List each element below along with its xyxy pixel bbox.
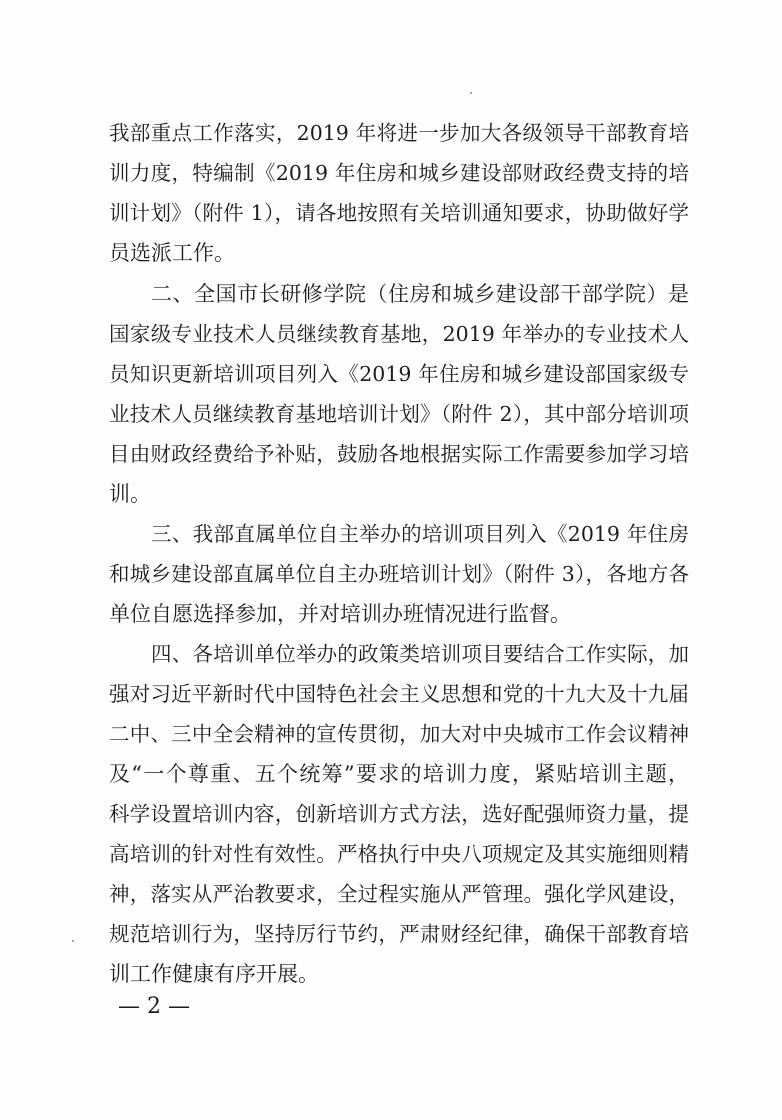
paragraph-4-line-7: 神，落实从严治教要求，全过程实施从严管理。强化学风建设， bbox=[109, 882, 689, 906]
paragraph-4-line-1: 四、各培训单位举办的政策类培训项目要结合工作实际，加 bbox=[151, 642, 689, 666]
paragraph-2-line-2: 国家级专业技术人员继续教育基地，2019 年举办的专业技术人 bbox=[109, 322, 689, 346]
paragraph-3-line-3: 单位自愿选择参加，并对培训办班情况进行监督。 bbox=[109, 602, 571, 626]
paragraph-4-line-8: 规范培训行为，坚持厉行节约，严肃财经纪律，确保干部教育培 bbox=[109, 922, 689, 946]
paragraph-1-line-2: 训力度，特编制《2019 年住房和城乡建设部财政经费支持的培 bbox=[109, 161, 689, 185]
paragraph-2-line-6: 训。 bbox=[109, 482, 151, 506]
paragraph-2-line-4: 业技术人员继续教育基地培训计划》（附件 2），其中部分培训项 bbox=[109, 402, 689, 426]
scan-speck bbox=[470, 92, 472, 94]
paragraph-1-line-3: 训计划》（附件 1），请各地按照有关培训通知要求，协助做好学 bbox=[109, 201, 689, 225]
paragraph-3-line-1: 三、我部直属单位自主举办的培训项目列入《2019 年住房 bbox=[151, 522, 689, 546]
paragraph-4-line-3: 二中、三中全会精神的宣传贯彻，加大对中央城市工作会议精神 bbox=[109, 722, 689, 746]
paragraph-4-line-9: 训工作健康有序开展。 bbox=[109, 962, 319, 986]
page-number: — 2 — bbox=[118, 994, 190, 1019]
paragraph-4-line-5: 科学设置培训内容，创新培训方式方法，选好配强师资力量，提 bbox=[109, 802, 689, 826]
paragraph-2-line-3: 员知识更新培训项目列入《2019 年住房和城乡建设部国家级专 bbox=[109, 362, 689, 386]
paragraph-1-line-1: 我部重点工作落实，2019 年将进一步加大各级领导干部教育培 bbox=[109, 121, 689, 145]
paragraph-3-line-2: 和城乡建设部直属单位自主办班培训计划》（附件 3），各地方各 bbox=[109, 562, 689, 586]
paragraph-4-line-4: 及“一个尊重、五个统筹”要求的培训力度，紧贴培训主题， bbox=[109, 762, 689, 786]
scan-speck bbox=[72, 940, 74, 942]
paragraph-2-line-1: 二、全国市长研修学院（住房和城乡建设部干部学院）是 bbox=[151, 282, 689, 306]
paragraph-1-line-4: 员选派工作。 bbox=[109, 241, 235, 265]
paragraph-4-line-2: 强对习近平新时代中国特色社会主义思想和党的十九大及十九届 bbox=[109, 682, 689, 706]
paragraph-2-line-5: 目由财政经费给予补贴，鼓励各地根据实际工作需要参加学习培 bbox=[109, 442, 689, 466]
paragraph-4-line-6: 高培训的针对性有效性。严格执行中央八项规定及其实施细则精 bbox=[109, 842, 689, 866]
